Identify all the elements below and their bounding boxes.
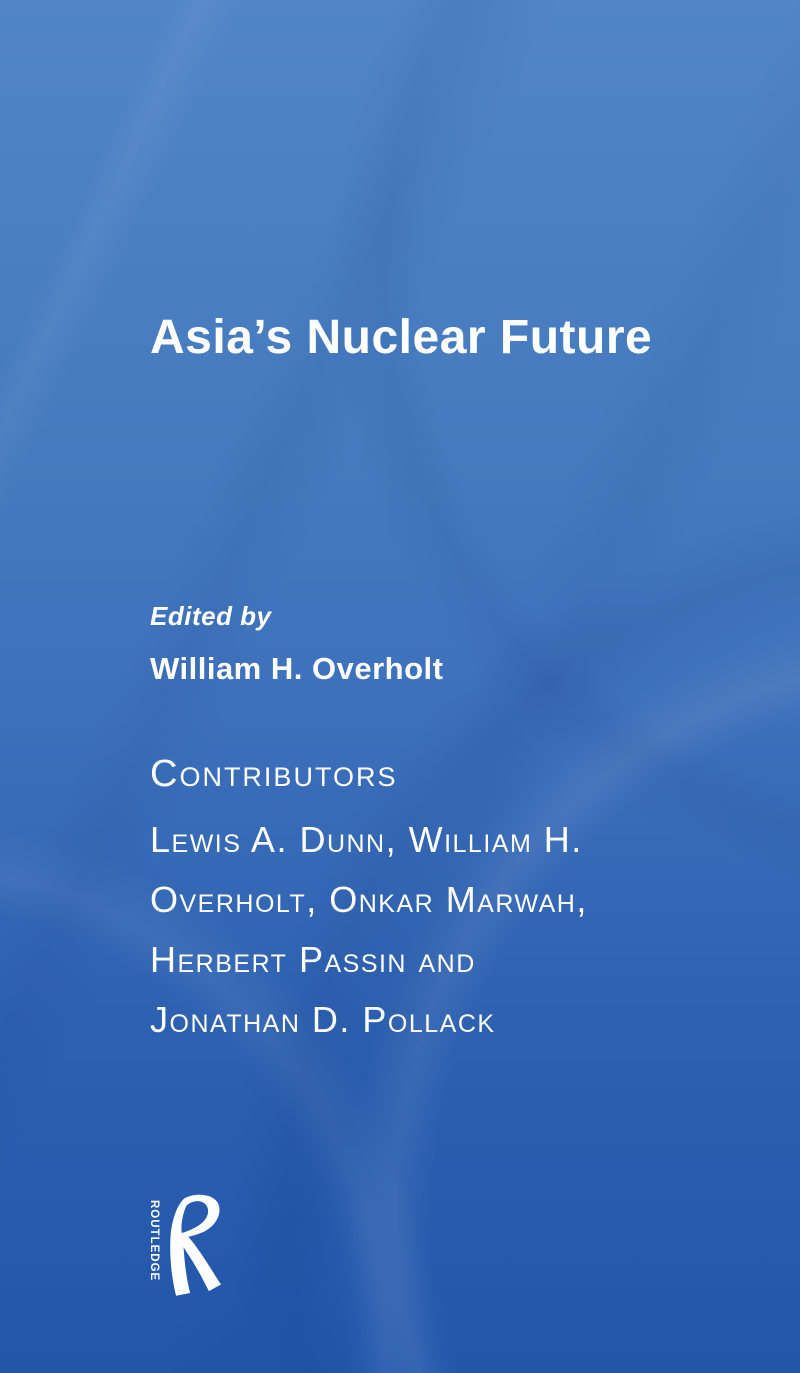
routledge-wordmark: ROUTLEDGE: [148, 1200, 160, 1282]
contributors-list: [150, 810, 710, 1050]
routledge-logo: [148, 1191, 222, 1303]
contributor-line: Lewis A. Dunn, William H.: [150, 819, 583, 860]
routledge-r-icon: [162, 1191, 222, 1303]
contributor-line: Jonathan D. Pollack: [150, 999, 496, 1040]
edited-by-label: Edited by: [150, 601, 272, 631]
contributor-line: Overholt, Onkar Marwah,: [150, 879, 588, 920]
editor-name: William H. Overholt: [150, 651, 444, 686]
contributors-heading: Contributors: [150, 753, 398, 795]
contributor-line: Herbert Passin and: [150, 939, 476, 980]
book-title: Asia’s Nuclear Future: [150, 311, 653, 364]
